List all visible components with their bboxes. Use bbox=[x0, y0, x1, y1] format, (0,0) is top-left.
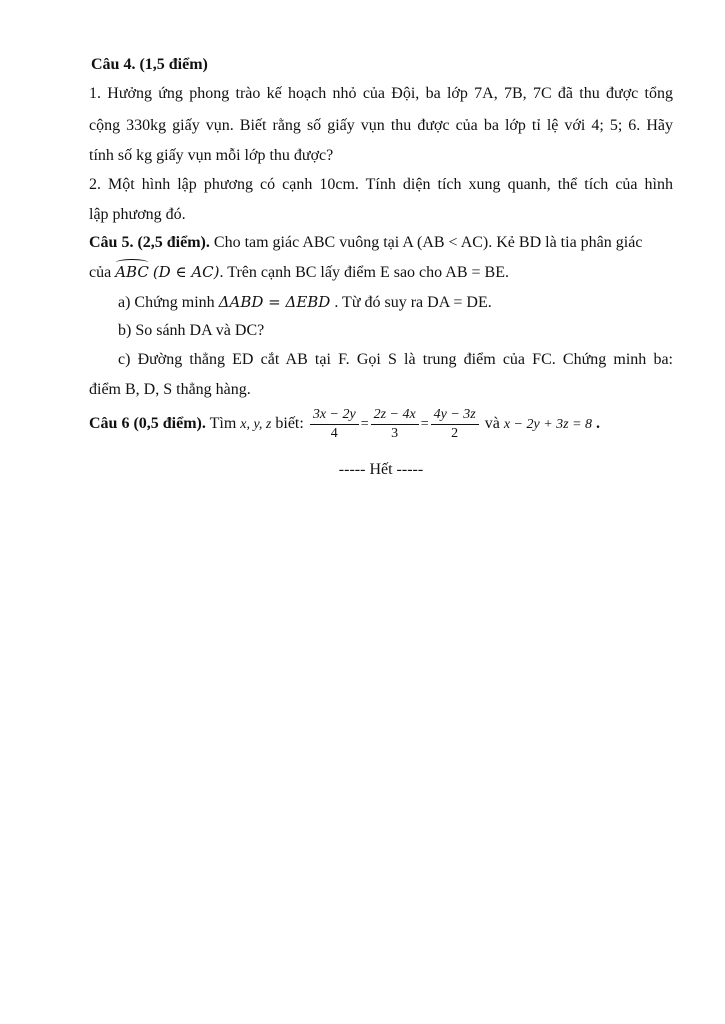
q6-line bbox=[89, 406, 673, 443]
q6-title: Câu 6 (0,5 điểm). bbox=[89, 415, 206, 433]
fraction-2 bbox=[371, 406, 419, 443]
q5-part-a-math: ΔABD = ΔEBD bbox=[218, 293, 331, 311]
fraction-2-denominator: 3 bbox=[391, 426, 399, 441]
q6-condition: x − 2y + 3z = 8 bbox=[503, 417, 593, 433]
q5-intro-suffix: . Trên cạnh BC lấy điểm E sao cho AB = BE. bbox=[219, 264, 509, 281]
q5-intro-line1: Cho tam giác ABC vuông tại A (AB < AC). Kẻ BD là tia phân giác bbox=[209, 234, 643, 251]
equals-sign-2: = bbox=[420, 416, 429, 432]
q6-biet: biết: bbox=[271, 415, 308, 433]
q6-va: và bbox=[480, 415, 504, 433]
q5-condition: (D ∈ AC) bbox=[152, 263, 220, 281]
q5-line2 bbox=[89, 262, 673, 283]
fraction-3-denominator: 2 bbox=[451, 426, 459, 441]
q5-intro-prefix: của bbox=[89, 264, 116, 281]
q5-part-a-suffix: . Từ đó suy ra DA = DE. bbox=[330, 294, 492, 311]
fraction-3-numerator: 4y − 3z bbox=[431, 406, 479, 425]
fraction-2-numerator: 2z − 4x bbox=[371, 406, 419, 425]
q4-p1-line3: tính số kg giấy vụn mỗi lớp thu được? bbox=[89, 147, 334, 164]
angle-abc: ABC bbox=[115, 263, 149, 281]
q6-vars: x, y, z bbox=[240, 417, 272, 433]
q6-period: . bbox=[592, 415, 601, 433]
equals-sign-1: = bbox=[360, 416, 369, 432]
fraction-3 bbox=[431, 406, 479, 443]
q5-part-a-prefix: a) Chứng minh bbox=[118, 294, 219, 311]
fraction-1-denominator: 4 bbox=[330, 426, 338, 441]
q5-part-c-line2: điểm B, D, S thẳng hàng. bbox=[89, 381, 251, 398]
q6-find: Tìm bbox=[205, 415, 241, 433]
q5-line1 bbox=[89, 233, 673, 253]
q5-part-b: b) So sánh DA và DC? bbox=[118, 322, 265, 339]
q5-part-a bbox=[118, 292, 673, 313]
fraction-1 bbox=[310, 406, 359, 443]
fraction-1-numerator: 3x − 2y bbox=[310, 406, 359, 425]
q4-p1-line2: cộng 330kg giấy vụn. Biết rằng số giấy vụn thu được của ba lớp tỉ lệ với 4; 5; 6. Hãy bbox=[89, 117, 673, 134]
end-marker: ----- Hết ----- bbox=[338, 461, 424, 478]
q4-title: Câu 4. (1,5 điểm) bbox=[91, 56, 208, 73]
q5-part-c-line1: c) Đường thẳng ED cắt AB tại F. Gọi S là trung điểm của FC. Chứng minh ba: bbox=[118, 351, 673, 368]
q4-p2-line2: lập phương đó. bbox=[89, 206, 186, 223]
q5-title: Câu 5. (2,5 điểm). bbox=[89, 234, 210, 251]
q4-p2-line1: 2. Một hình lập phương có cạnh 10cm. Tính diện tích xung quanh, thể tích của hình bbox=[89, 176, 673, 193]
q4-p1-line1: 1. Hưởng ứng phong trào kế hoạch nhỏ của Đội, ba lớp 7A, 7B, 7C đã thu được tổng bbox=[89, 85, 673, 102]
